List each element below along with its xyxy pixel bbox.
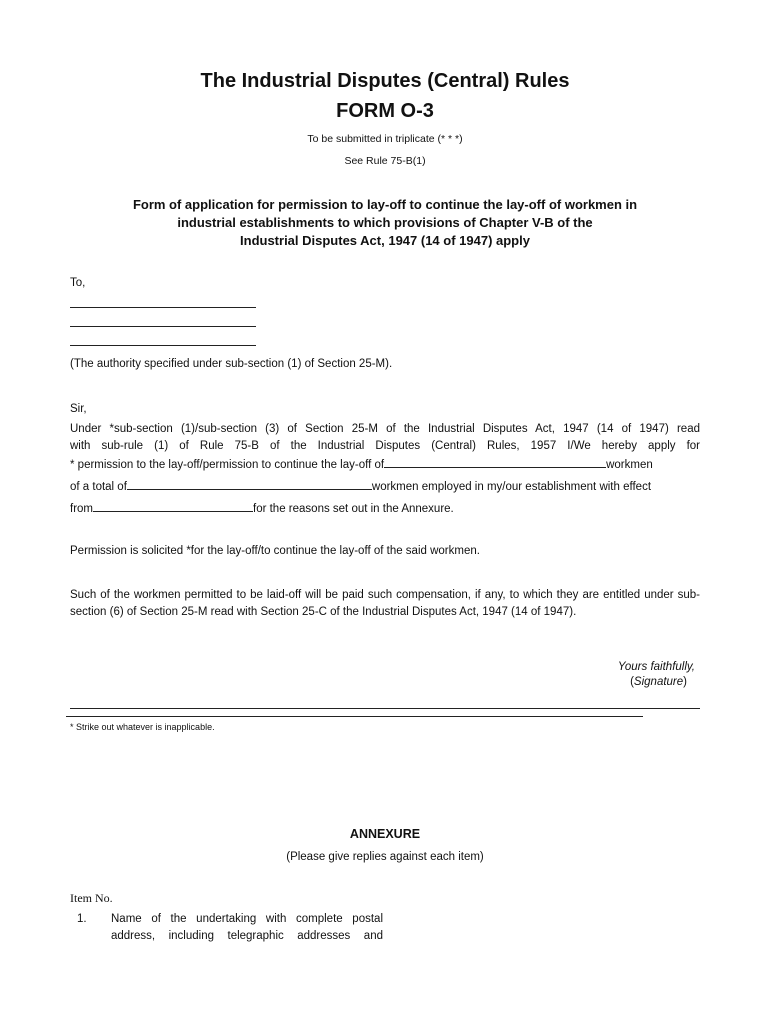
item-description-line-1: Name of the undertaking with complete postal <box>111 913 383 925</box>
total-workmen-prefix: of a total of <box>70 481 127 493</box>
form-heading <box>0 196 770 250</box>
workmen-count-prefix: * permission to the lay-off/permission to continue the lay-off of <box>70 459 385 471</box>
signature-line <box>70 708 700 709</box>
authority-note: (The authority specified under sub-section (1) of Section 25-M). <box>70 358 393 370</box>
annexure-instruction: (Please give replies against each item) <box>286 851 484 863</box>
application-line-1: Under *sub-section (1)/sub-section (3) of Section 25-M of the Industrial Disputes Act, 1947 (14 of 1947) read <box>70 423 700 435</box>
effective-date-blank[interactable] <box>93 499 253 512</box>
address-blank-line-2[interactable] <box>70 326 256 327</box>
signature-label <box>630 674 687 691</box>
form-number: FORM O-3 <box>336 100 434 122</box>
footnote: * Strike out whatever is inapplicable. <box>70 722 215 732</box>
form-heading-line-2: industrial establishments to which provisions of Chapter V-B of the <box>177 215 593 230</box>
total-workmen-blank[interactable] <box>127 477 372 490</box>
application-paragraph <box>70 421 700 455</box>
salutation: Sir, <box>70 403 87 415</box>
annexure-title: ANNEXURE <box>349 827 421 841</box>
workmen-count-row <box>70 455 700 474</box>
effective-date-row <box>70 499 700 518</box>
address-blank-line-1[interactable] <box>70 307 256 308</box>
item-number: 1. <box>77 913 87 925</box>
document-title: The Industrial Disputes (Central) Rules <box>200 70 570 92</box>
workmen-count-suffix: workmen <box>606 459 653 471</box>
compensation-paragraph: Such of the workmen permitted to be laid-off will be paid such compensation, if any, to which they are entitled under sub-section (6) of Section 25-M read with Section 25-C of the Industrial Disputes Act, 1947 (14 of 1947). <box>70 589 700 618</box>
addressee-label: To, <box>70 277 86 289</box>
signature-close-paren: ) <box>683 676 687 688</box>
item-no-label: Item No. <box>70 891 113 905</box>
closing: Yours faithfully, <box>617 661 695 673</box>
form-heading-line-3: Industrial Disputes Act, 1947 (14 of 1947) apply <box>240 233 530 248</box>
workmen-count-blank[interactable] <box>384 455 606 468</box>
effective-date-prefix: from <box>70 503 93 515</box>
rule-reference: See Rule 75-B(1) <box>344 155 426 167</box>
effective-date-suffix: for the reasons set out in the Annexure. <box>253 503 454 515</box>
total-workmen-row <box>70 477 700 496</box>
permission-statement: Permission is solicited *for the lay-off/to continue the lay-off of the said workmen. <box>70 545 480 557</box>
signature-word: Signature <box>633 676 684 688</box>
form-heading-line-1: Form of application for permission to lay-off to continue the lay-off of workmen in <box>132 197 638 212</box>
application-line-2: with sub-rule (1) of Rule 75-B of the Industrial Disputes (Central) Rules, 1957 I/We hereby apply for <box>70 440 700 452</box>
footnote-divider <box>66 716 643 717</box>
signature-open-paren: ( <box>630 676 634 688</box>
total-workmen-suffix: workmen employed in my/our establishment with effect <box>371 481 652 493</box>
submission-note: To be submitted in triplicate (* * *) <box>307 133 463 145</box>
item-description-line-2: address, including telegraphic addresses and <box>111 930 383 942</box>
item-description <box>111 911 383 945</box>
address-blank-line-3[interactable] <box>70 345 256 346</box>
